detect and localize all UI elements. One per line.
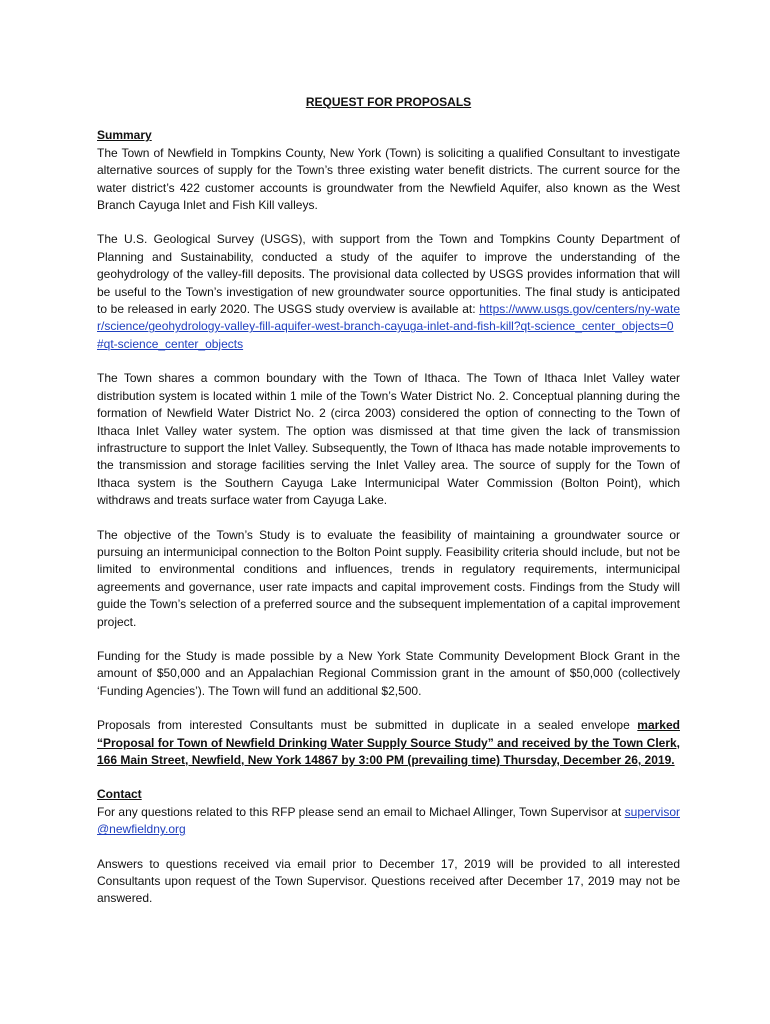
- summary-heading: Summary: [97, 128, 152, 143]
- supervisor-email-link[interactable]: supervisor@newfieldny.org: [97, 804, 680, 837]
- proposals-paragraph-text: Proposals from interested Consultants must be submitted in duplicate in a sealed envelope: [97, 718, 638, 733]
- usgs-paragraph: [97, 231, 680, 353]
- proposals-paragraph: [97, 717, 680, 769]
- contact-heading: Contact: [97, 787, 142, 802]
- document-title: REQUEST FOR PROPOSALS: [305, 95, 472, 109]
- contact-paragraph-text: For any questions related to this RFP please send an email to Michael Allinger, Town Supervisor at: [97, 804, 625, 819]
- boundary-paragraph: The Town shares a common boundary with the Town of Ithaca. The Town of Ithaca Inlet Valley water distribution system is located within 1 mile of the Town’s Water District No. 2. Conceptual planning during the formation of Newfield Water District No. 2 (circa 2003) considered the option of connecting to the Town of Ithaca Inlet Valley water system. The option was dismissed at that time given the lack of transmission infrastructure to support the Inlet Valley. Subsequently, the Town of Ithaca has made notable improvements to the transmission and storage facilities serving the Inlet Valley area. The source of supply for the Town of Ithaca system is the Southern Cayuga Lake Intermunicipal Water Commission (Bolton Point), which withdraws and treats surface water from Cayuga Lake.: [97, 371, 680, 508]
- contact-paragraph: [97, 804, 680, 839]
- answers-paragraph: Answers to questions received via email prior to December 17, 2019 will be provided to all interested Consultants upon request of the Town Supervisor. Questions received after December 17, 2019 may not be answered.: [97, 856, 680, 906]
- objective-paragraph: The objective of the Town’s Study is to evaluate the feasibility of maintaining a groundwater source or pursuing an intermunicipal connection to the Bolton Point supply. Feasibility criteria should include, but not be limited to environmental conditions and influences, trends in regulatory requirements, intermunicipal agreements and governance, user rate impacts and capital improvement costs. Findings from the Study will guide the Town’s selection of a preferred source and the subsequent implementation of a capital improvement project.: [97, 527, 680, 629]
- summary-paragraph: The Town of Newfield in Tompkins County, New York (Town) is soliciting a qualified Consultant to investigate alternative sources of supply for the Town’s three existing water benefit districts. The current source for the water district’s 422 customer accounts is groundwater from the Newfield Aquifer, also known as the West Branch Cayuga Inlet and Fish Kill valleys.: [97, 145, 680, 213]
- usgs-paragraph-text: The U.S. Geological Survey (USGS), with support from the Town and Tompkins County Department of Planning and Sustainability, conducted a study of the aquifer to improve the understanding of the geohydrology of the valley-fill deposits. The provisional data collected by USGS provides information that will be useful to the Town’s investigation of new groundwater source opportunities. The final study is anticipated to be released in early 2020. The USGS study overview is available at:: [97, 232, 680, 317]
- document-page: [97, 94, 680, 908]
- proposals-deadline-text: marked “Proposal for Town of Newfield Drinking Water Supply Source Study” and received by the Town Clerk, 166 Main Street, Newfield, New York 14867 by 3:00 PM (prevailing time) Thursday, December 26, 2019.: [97, 718, 680, 767]
- usgs-study-link[interactable]: https://www.usgs.gov/centers/ny-water/science/geohydrology-valley-fill-aquifer-west-branch-cayuga-inlet-and-fish-kill?qt-science_center_objects=0#qt-science_center_objects: [97, 302, 680, 351]
- funding-paragraph: Funding for the Study is made possible by a New York State Community Development Block Grant in the amount of $50,000 and an Appalachian Regional Commission grant in the amount of $50,000 (collectively ‘Funding Agencies’). The Town will fund an additional $2,500.: [97, 648, 680, 698]
